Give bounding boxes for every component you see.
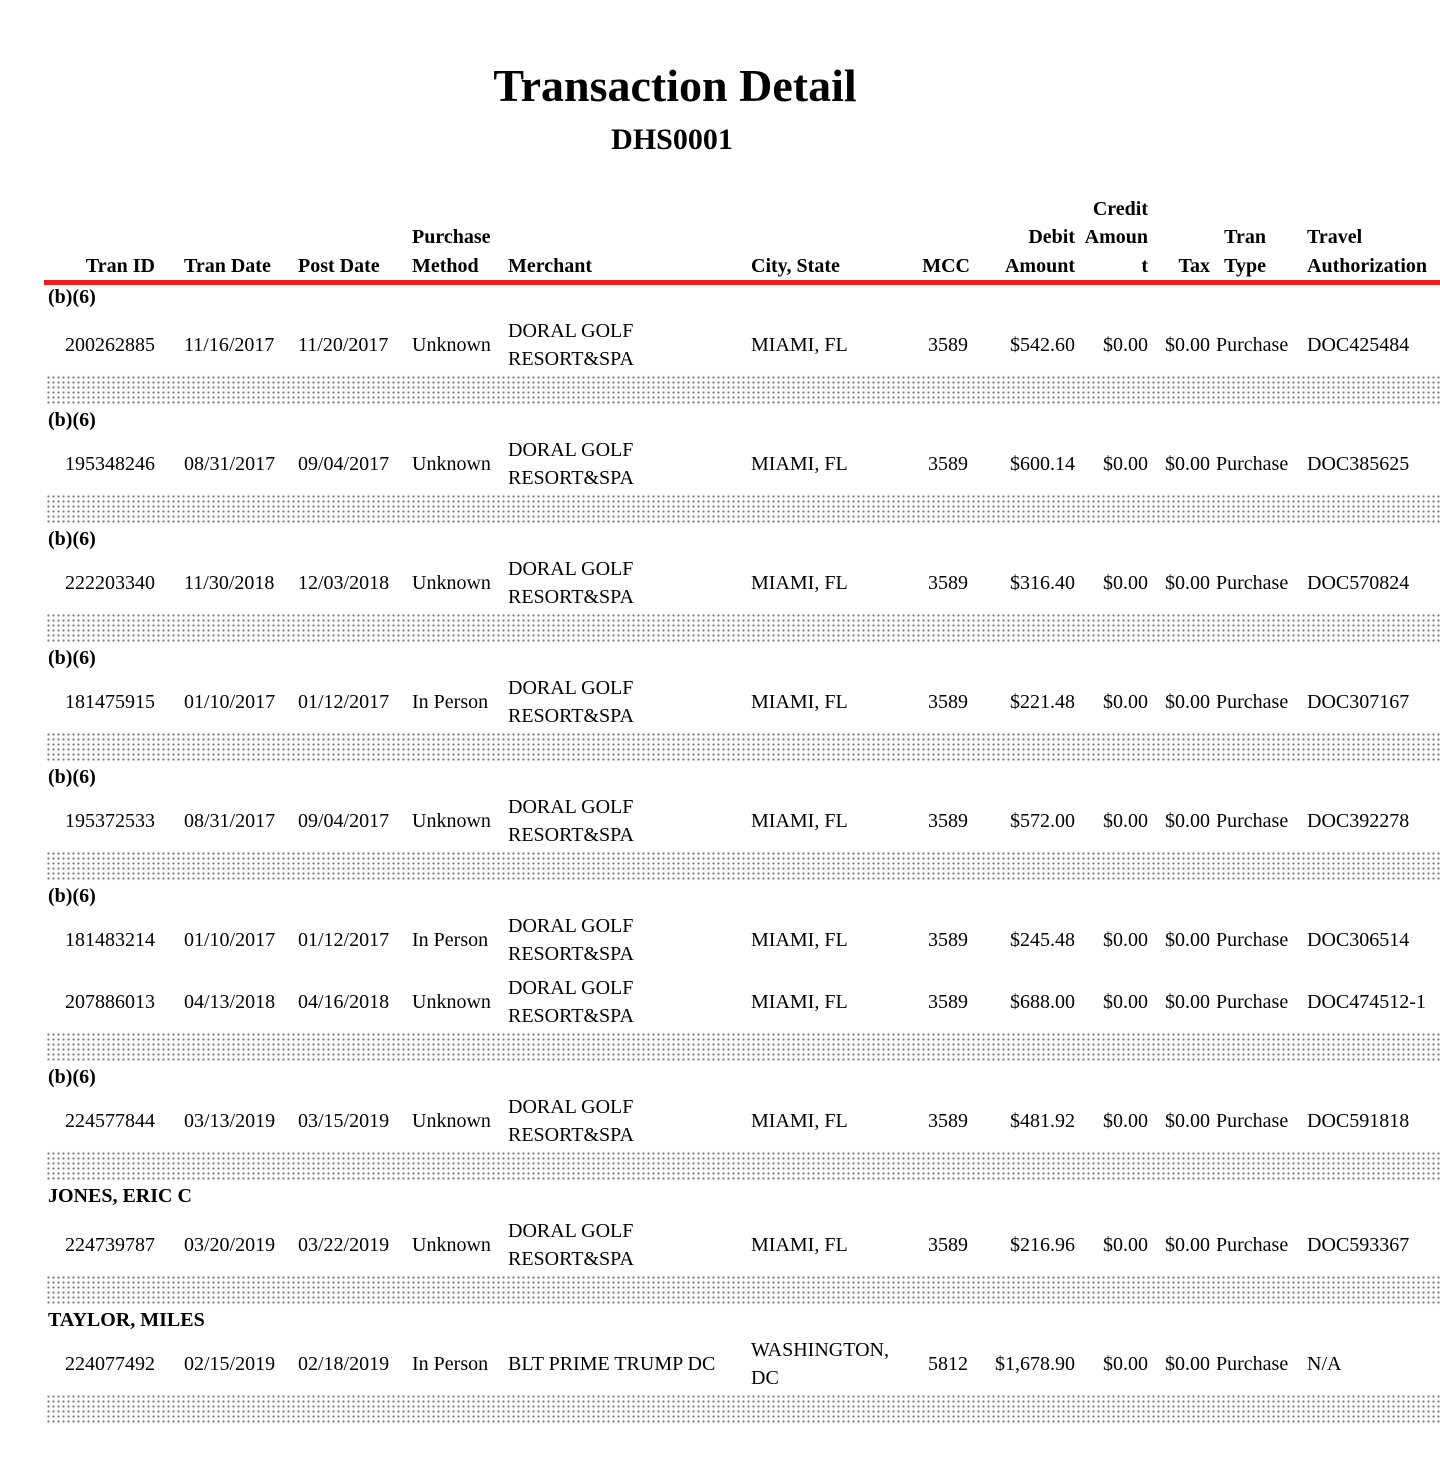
cell-mcc: 3589 — [928, 1110, 968, 1132]
group-label: TAYLOR, MILES — [48, 1309, 205, 1331]
cell-tran-id: 181475915 — [65, 691, 155, 713]
column-header-tran-id: Tran ID — [85, 254, 155, 277]
cell-purchase-method: Unknown — [412, 1234, 491, 1256]
cell-tran-id: 224739787 — [65, 1234, 155, 1256]
cell-mcc: 3589 — [928, 1234, 968, 1256]
cell-purchase-method: In Person — [412, 1353, 489, 1375]
cell-post-date: 01/12/2017 — [298, 691, 390, 713]
cell-merchant: DORAL GOLF RESORT&SPA — [508, 796, 634, 846]
cell-tran-id: 207886013 — [65, 991, 155, 1013]
column-header-merchant: Merchant — [508, 254, 593, 277]
column-header-city-state: City, State — [751, 254, 840, 277]
cell-mcc: 3589 — [928, 453, 968, 475]
cell-mcc: 5812 — [928, 1353, 968, 1375]
cell-merchant: DORAL GOLF RESORT&SPA — [508, 558, 634, 608]
cell-city-state: MIAMI, FL — [751, 991, 848, 1013]
cell-tran-type: Purchase — [1216, 691, 1289, 713]
cell-merchant: DORAL GOLF RESORT&SPA — [508, 320, 634, 370]
cell-mcc: 3589 — [928, 691, 968, 713]
column-header-tax: Tax — [1178, 254, 1210, 277]
group-label: (b)(6) — [48, 409, 96, 431]
column-header-credit-amount: Credit Amoun t — [1084, 197, 1148, 277]
group-label: (b)(6) — [48, 1066, 96, 1088]
cell-credit-amount: $0.00 — [1103, 334, 1148, 356]
cell-tran-date: 03/13/2019 — [184, 1110, 276, 1132]
cell-debit-amount: $481.92 — [1010, 1110, 1075, 1132]
cell-travel-authorization: DOC307167 — [1307, 691, 1410, 713]
cell-mcc: 3589 — [928, 572, 968, 594]
group-label: (b)(6) — [48, 286, 96, 308]
cell-tax: $0.00 — [1165, 572, 1210, 594]
column-header-purchase-method: Purchase Method — [412, 226, 491, 277]
cell-mcc: 3589 — [928, 991, 968, 1013]
cell-merchant: DORAL GOLF RESORT&SPA — [508, 1096, 634, 1146]
cell-post-date: 02/18/2019 — [298, 1353, 390, 1375]
cell-travel-authorization: DOC570824 — [1307, 572, 1410, 594]
cell-post-date: 09/04/2017 — [298, 453, 390, 475]
cell-purchase-method: In Person — [412, 929, 489, 951]
cell-credit-amount: $0.00 — [1103, 1353, 1148, 1375]
cell-debit-amount: $688.00 — [1010, 991, 1075, 1013]
cell-purchase-method: In Person — [412, 691, 489, 713]
cell-tran-id: 224077492 — [65, 1353, 155, 1375]
cell-mcc: 3589 — [928, 334, 968, 356]
group-separator-shade — [46, 851, 1440, 881]
cell-tran-id: 181483214 — [65, 929, 155, 951]
cell-credit-amount: $0.00 — [1103, 453, 1148, 475]
column-header-debit-amount: Debit Amount — [1004, 226, 1075, 277]
cell-tax: $0.00 — [1165, 1110, 1210, 1132]
cell-post-date: 12/03/2018 — [298, 572, 390, 594]
cell-tran-type: Purchase — [1216, 1234, 1289, 1256]
cell-post-date: 11/20/2017 — [298, 334, 389, 356]
cell-tax: $0.00 — [1165, 453, 1210, 475]
document-subtitle: DHS0001 — [611, 123, 733, 156]
cell-purchase-method: Unknown — [412, 334, 491, 356]
cell-tran-id: 200262885 — [65, 334, 155, 356]
cell-travel-authorization: DOC593367 — [1307, 1234, 1410, 1256]
group-separator-shade — [46, 375, 1440, 405]
cell-tax: $0.00 — [1165, 929, 1210, 951]
cell-city-state: MIAMI, FL — [751, 929, 848, 951]
cell-travel-authorization: DOC425484 — [1307, 334, 1410, 356]
cell-post-date: 09/04/2017 — [298, 810, 390, 832]
cell-credit-amount: $0.00 — [1103, 929, 1148, 951]
cell-city-state: MIAMI, FL — [751, 572, 848, 594]
cell-tran-date: 08/31/2017 — [184, 810, 276, 832]
cell-city-state: MIAMI, FL — [751, 810, 848, 832]
cell-tran-id: 222203340 — [65, 572, 155, 594]
group-label: (b)(6) — [48, 766, 96, 788]
cell-tax: $0.00 — [1165, 1234, 1210, 1256]
column-header-tran-type: Tran Type — [1224, 226, 1266, 277]
cell-city-state: MIAMI, FL — [751, 691, 848, 713]
cell-travel-authorization: DOC591818 — [1307, 1110, 1410, 1132]
cell-debit-amount: $1,678.90 — [995, 1353, 1075, 1375]
cell-tran-type: Purchase — [1216, 991, 1289, 1013]
cell-tran-type: Purchase — [1216, 334, 1289, 356]
cell-city-state: MIAMI, FL — [751, 1234, 848, 1256]
cell-tran-id: 195348246 — [65, 453, 155, 475]
cell-purchase-method: Unknown — [412, 572, 491, 594]
cell-travel-authorization: DOC306514 — [1307, 929, 1410, 951]
cell-city-state: MIAMI, FL — [751, 1110, 848, 1132]
group-separator-shade — [46, 732, 1440, 762]
cell-tran-date: 02/15/2019 — [184, 1353, 276, 1375]
cell-credit-amount: $0.00 — [1103, 1234, 1148, 1256]
cell-merchant: BLT PRIME TRUMP DC — [508, 1353, 716, 1375]
cell-tran-type: Purchase — [1216, 1353, 1289, 1375]
cell-tran-date: 04/13/2018 — [184, 991, 276, 1013]
cell-debit-amount: $316.40 — [1010, 572, 1075, 594]
cell-tran-date: 03/20/2019 — [184, 1234, 276, 1256]
cell-tran-date: 11/16/2017 — [184, 334, 275, 356]
cell-travel-authorization: DOC392278 — [1307, 810, 1410, 832]
group-separator-shade — [46, 1394, 1440, 1424]
cell-post-date: 03/22/2019 — [298, 1234, 390, 1256]
cell-tax: $0.00 — [1165, 810, 1210, 832]
cell-debit-amount: $221.48 — [1010, 691, 1075, 713]
cell-tran-type: Purchase — [1216, 572, 1289, 594]
header-rule — [44, 280, 1440, 285]
cell-travel-authorization: DOC474512-1 — [1307, 991, 1426, 1013]
cell-tax: $0.00 — [1165, 991, 1210, 1013]
cell-mcc: 3589 — [928, 810, 968, 832]
group-separator-shade — [46, 1275, 1440, 1305]
cell-debit-amount: $245.48 — [1010, 929, 1075, 951]
cell-travel-authorization: N/A — [1307, 1353, 1342, 1375]
cell-credit-amount: $0.00 — [1103, 1110, 1148, 1132]
cell-city-state: MIAMI, FL — [751, 334, 848, 356]
cell-tax: $0.00 — [1165, 334, 1210, 356]
cell-tax: $0.00 — [1165, 691, 1210, 713]
cell-city-state: MIAMI, FL — [751, 453, 848, 475]
cell-merchant: DORAL GOLF RESORT&SPA — [508, 677, 634, 727]
cell-debit-amount: $600.14 — [1010, 453, 1075, 475]
group-separator-shade — [46, 1151, 1440, 1181]
cell-tran-date: 01/10/2017 — [184, 691, 276, 713]
cell-credit-amount: $0.00 — [1103, 810, 1148, 832]
document-title: Transaction Detail — [493, 60, 857, 111]
group-separator-shade — [46, 613, 1440, 643]
group-label: (b)(6) — [48, 528, 96, 550]
cell-post-date: 01/12/2017 — [298, 929, 390, 951]
group-separator-shade — [46, 494, 1440, 524]
cell-tran-type: Purchase — [1216, 810, 1289, 832]
cell-purchase-method: Unknown — [412, 1110, 491, 1132]
cell-credit-amount: $0.00 — [1103, 991, 1148, 1013]
group-label: (b)(6) — [48, 885, 96, 907]
cell-merchant: DORAL GOLF RESORT&SPA — [508, 1220, 634, 1270]
column-header-mcc: MCC — [922, 254, 970, 277]
cell-tran-id: 224577844 — [65, 1110, 155, 1132]
group-label: (b)(6) — [48, 647, 96, 669]
cell-tran-date: 01/10/2017 — [184, 929, 276, 951]
cell-tran-id: 195372533 — [65, 810, 155, 832]
column-header-travel-authorization: Travel Authorization — [1307, 226, 1427, 277]
cell-mcc: 3589 — [928, 929, 968, 951]
cell-debit-amount: $216.96 — [1010, 1234, 1075, 1256]
cell-debit-amount: $542.60 — [1010, 334, 1075, 356]
cell-travel-authorization: DOC385625 — [1307, 453, 1410, 475]
cell-city-state: WASHINGTON, DC — [751, 1339, 889, 1389]
cell-tax: $0.00 — [1165, 1353, 1210, 1375]
group-separator-shade — [46, 1032, 1440, 1062]
cell-credit-amount: $0.00 — [1103, 572, 1148, 594]
cell-merchant: DORAL GOLF RESORT&SPA — [508, 915, 634, 965]
cell-tran-type: Purchase — [1216, 453, 1289, 475]
cell-tran-type: Purchase — [1216, 929, 1289, 951]
cell-tran-type: Purchase — [1216, 1110, 1289, 1132]
cell-purchase-method: Unknown — [412, 991, 491, 1013]
cell-merchant: DORAL GOLF RESORT&SPA — [508, 439, 634, 489]
cell-post-date: 04/16/2018 — [298, 991, 390, 1013]
column-header-tran-date: Tran Date — [184, 254, 271, 277]
cell-post-date: 03/15/2019 — [298, 1110, 390, 1132]
cell-tran-date: 11/30/2018 — [184, 572, 275, 594]
column-header-post-date: Post Date — [298, 254, 380, 277]
cell-debit-amount: $572.00 — [1010, 810, 1075, 832]
cell-merchant: DORAL GOLF RESORT&SPA — [508, 977, 634, 1027]
cell-purchase-method: Unknown — [412, 453, 491, 475]
cell-purchase-method: Unknown — [412, 810, 491, 832]
cell-credit-amount: $0.00 — [1103, 691, 1148, 713]
cell-tran-date: 08/31/2017 — [184, 453, 276, 475]
group-label: JONES, ERIC C — [48, 1185, 192, 1207]
